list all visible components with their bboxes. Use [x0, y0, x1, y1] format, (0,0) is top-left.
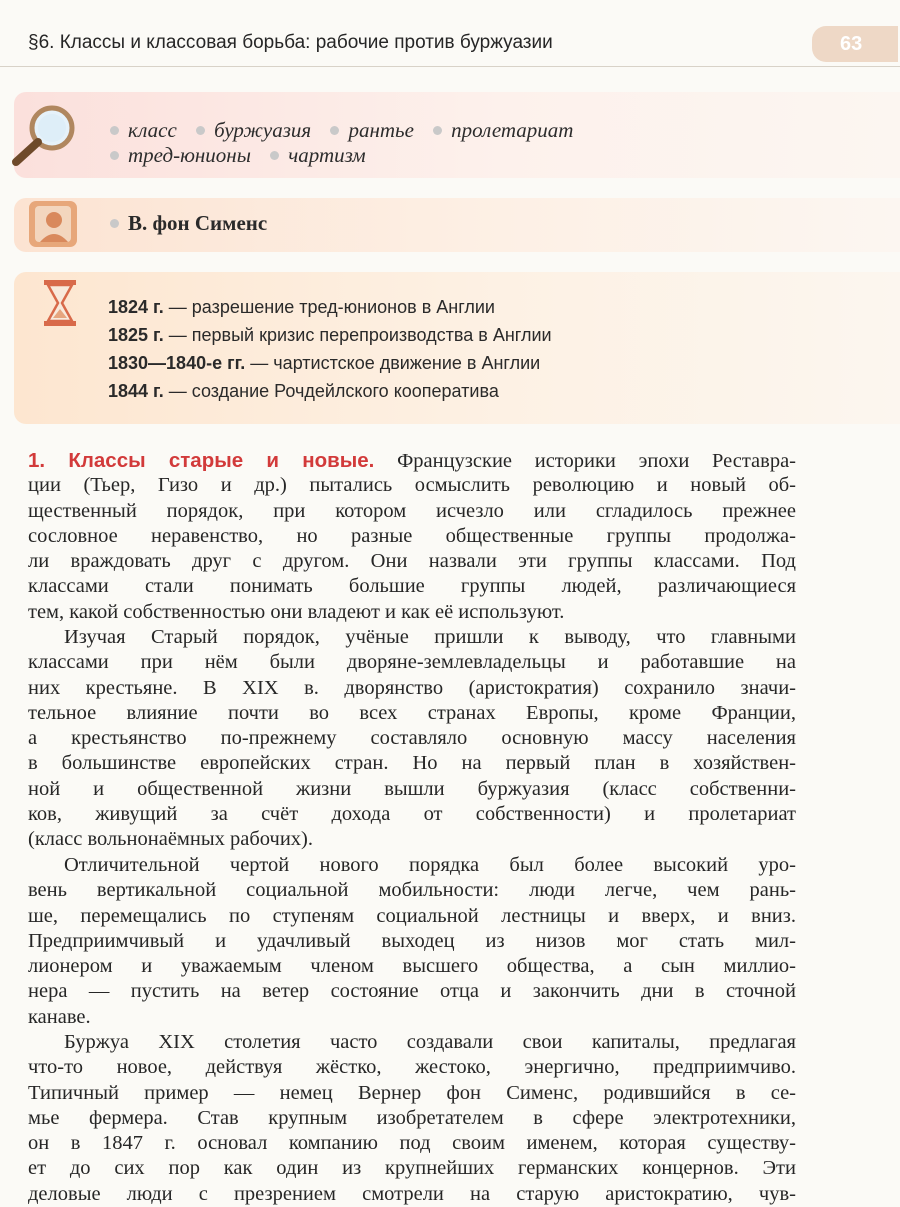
section-heading: 1. Классы старые и новые.: [28, 449, 375, 472]
page-header: [0, 22, 900, 67]
hourglass-icon: [40, 278, 80, 333]
terms-row-2: [110, 143, 380, 168]
term: рантье: [330, 118, 413, 142]
paragraph-3: Отличительной чертой нового порядка был более высокий уро- вень вертикальной социальной мобильности: люди легче, чем рань- ше, перемещались по ступеням социальной лестницы и вверх, и вниз. Предприимчивый и удачливый выходец из низов мог стать мил- лионером и уважаемым членом высшего общества, а сын миллио- нера — пустить на ветер состояние отца и закончить дни в сточной канаве.: [28, 854, 796, 1028]
magnifier-icon: [6, 100, 88, 175]
date-entry: 1844 г. — создание Рочдейлского кооператива: [108, 381, 499, 401]
term: чартизм: [270, 143, 365, 167]
terms-row-1: [110, 118, 587, 143]
term: тред-юнионы: [110, 143, 251, 167]
term: класс: [110, 118, 177, 142]
paragraph-4: Буржуа XIX столетия часто создавали свои капиталы, предлагая что-то новое, действуя жёстко, жестоко, энергично, предприимчиво. Типичный пример — немец Вернер фон Сименс, родившийся в се- мье фермера. Став крупным изобретателем в сфере электротехники, он в 1847 г. основал компанию под своим именем, которая существу- ет до сих пор как один из крупнейших германских концернов. Эти деловые люди с презрением смотрели на старую аристократию, чув-: [28, 1031, 796, 1205]
term: буржуазия: [196, 118, 311, 142]
paragraph-1: 1. Классы старые и новые. Французские историки эпохи Реставра- ции (Тьер, Гизо и др.) пытались осмыслить революцию и новый об- щественный порядок, при котором исчезло или сгладилось прежнее сословное неравенство, но разные общественные группы продолжа- ли враждовать друг с другом. Они назвали эти группы классами. Под классами стали понимать большие группы людей, различающиеся тем, какой собственностью они владеют и как её используют.: [28, 449, 796, 623]
term: пролетариат: [433, 118, 573, 142]
page-number: 63: [812, 26, 898, 62]
person-portrait-icon: [28, 200, 78, 253]
date-entry: 1824 г. — разрешение тред-юнионов в Англии: [108, 297, 495, 317]
section-title: §6. Классы и классовая борьба: рабочие против буржуазии: [28, 32, 553, 53]
date-entry: 1830—1840-е гг. — чартистское движение в Англии: [108, 353, 541, 373]
person-name: В. фон Сименс: [110, 211, 267, 236]
paragraph-2: Изучая Старый порядок, учёные пришли к выводу, что главными классами при нём были дворяне-землевладельцы и работавшие на них крестьяне. В XIX в. дворянство (аристократия) сохранило значи- тельное влияние почти во всех странах Европы, кроме Франции, а крестьянство по-прежнему составляло основную массу населения в большинстве европейских стран. Но на первый план в хозяйствен- ной и общественной жизни вышли буржуазия (класс собственни- ков, живущий за счёт дохода от собственности) и пролетариат (класс вольнонаёмных рабочих).: [28, 626, 796, 851]
date-entry: 1825 г. — первый кризис перепроизводства в Англии: [108, 325, 552, 345]
